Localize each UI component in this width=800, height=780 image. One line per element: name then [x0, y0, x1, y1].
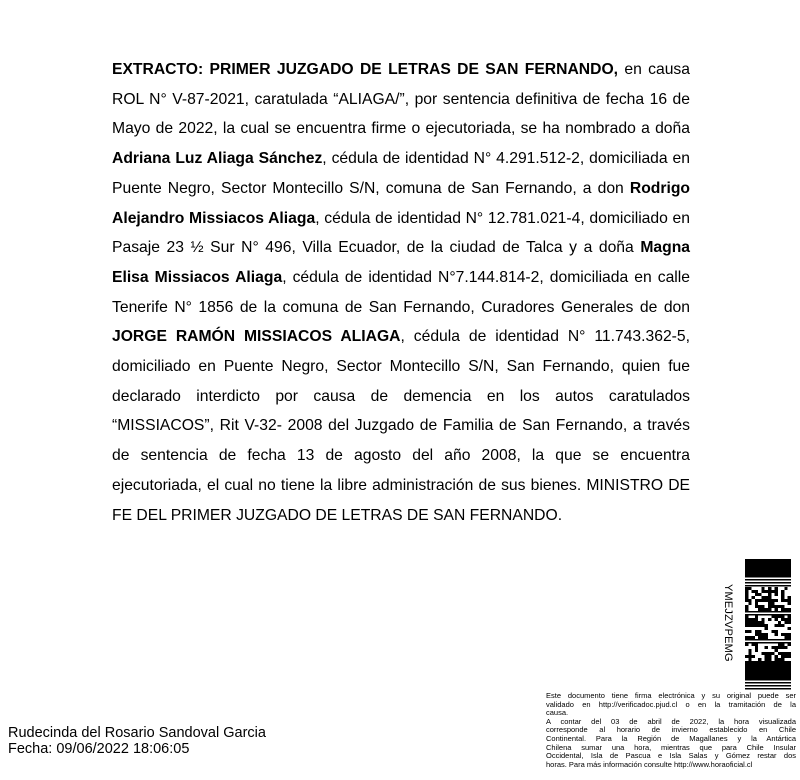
notice-line: corresponde al horario de invierno establecido en Chile — [546, 725, 796, 735]
signer-name: Rudecinda del Rosario Sandoval Garcia — [8, 725, 266, 741]
paragraph-line — [112, 174, 690, 204]
text-segment: , cédula de identidad N°7.144.814-2, domiciliada en calle — [282, 268, 690, 286]
text-segment: FE DEL PRIMER JUZGADO DE LETRAS DE SAN FERNANDO. — [112, 506, 563, 524]
bold-text-segment: EXTRACTO: PRIMER JUZGADO DE LETRAS DE SAN FERNANDO, — [112, 61, 619, 78]
paragraph-line — [112, 352, 690, 382]
text-segment: Tenerife N° 1856 de la comuna de San Fernando, Curadores Generales de don — [112, 298, 690, 316]
paragraph-line — [112, 501, 690, 531]
signature-date: Fecha: 09/06/2022 18:06:05 — [8, 740, 190, 757]
paragraph-line — [112, 85, 690, 115]
text-segment: , cédula de identidad N° 4.291.512-2, domiciliada en — [322, 150, 690, 168]
paragraph-line — [112, 293, 690, 323]
text-segment: de sentencia de fecha 13 de agosto del año 2008, la que se encuentra — [112, 447, 690, 465]
bold-text-segment: Adriana Luz Aliaga Sánchez — [112, 150, 323, 168]
bold-text-segment: Alejandro Missiacos Aliaga — [112, 209, 316, 227]
paragraph-line — [112, 382, 690, 412]
text-segment: Pasaje 23 ½ Sur N° 496, Villa Ecuador, de la ciudad de Talca y a doña — [112, 239, 641, 257]
text-segment: ROL N° V-87-2021, caratulada “ALIAGA/”, por sentencia definitiva de fecha 16 de — [112, 90, 690, 108]
text-segment: en causa — [618, 61, 691, 78]
notice-line: causa. — [546, 708, 569, 718]
bold-text-segment: Elisa Missiacos Aliaga — [112, 268, 283, 286]
verification-code: YMEJZVPEMG — [722, 584, 734, 662]
text-segment: Mayo de 2022, la cual se encuentra firme o ejecutoriada, se ha nombrado a doña — [112, 120, 690, 138]
notice-line: Occidental, Isla de Pascua e Isla Salas y Gómez restar dos — [546, 751, 796, 761]
bold-text-segment: JORGE RAMÓN MISSIACOS ALIAGA — [112, 328, 401, 346]
text-segment: , cédula de identidad N° 11.743.362-5, — [400, 328, 690, 346]
text-segment: “MISSIACOS”, Rit V-32- 2008 del Juzgado de Familia de San Fernando, a través — [112, 417, 690, 435]
bold-text-segment: Magna — [640, 239, 690, 257]
notice-line: validado en http://verificadoc.pjud.cl o en la tramitación de la — [546, 699, 796, 709]
paragraph-line — [112, 55, 690, 85]
paragraph-line — [112, 471, 690, 501]
paragraph-line — [112, 204, 690, 234]
text-segment: Puente Negro, Sector Montecillo S/N, comuna de San Fernando, a don — [112, 179, 630, 197]
paragraph-line — [112, 263, 690, 293]
paragraph-line — [112, 411, 690, 441]
footer-notice — [546, 692, 796, 769]
notice-line: horas. Para más información consulte http://www.horaoficial.cl — [546, 759, 753, 769]
bold-text-segment: Rodrigo — [629, 179, 690, 197]
text-segment: , cédula de identidad N° 12.781.021-4, domiciliado en — [315, 209, 690, 227]
paragraph-line — [112, 322, 690, 352]
paragraph-line — [112, 114, 690, 144]
verification-barcode-icon — [745, 559, 791, 691]
paragraph-line — [112, 233, 690, 263]
signature-block — [8, 726, 266, 757]
extract-paragraph — [112, 55, 690, 530]
paragraph-line — [112, 441, 690, 471]
text-segment: domiciliado en Puente Negro, Sector Montecillo S/N, San Fernando, quien fue — [112, 358, 690, 376]
notice-line: Continental. Para la Región de Magallanes y la Antártica — [546, 733, 796, 743]
notice-line: Este documento tiene firma electrónica y su original puede ser — [546, 691, 796, 700]
notice-line: A contar del 03 de abril de 2022, la hora visualizada — [546, 716, 796, 726]
paragraph-line — [112, 144, 690, 174]
text-segment: declarado interdicto por causa de demencia en los autos caratulados — [112, 387, 690, 405]
notice-line: Chilena sumar una hora, mientras que para Chile Insular — [546, 742, 796, 752]
text-segment: ejecutoriada, el cual no tiene la libre administración de sus bienes. MINISTRO DE — [112, 476, 690, 494]
